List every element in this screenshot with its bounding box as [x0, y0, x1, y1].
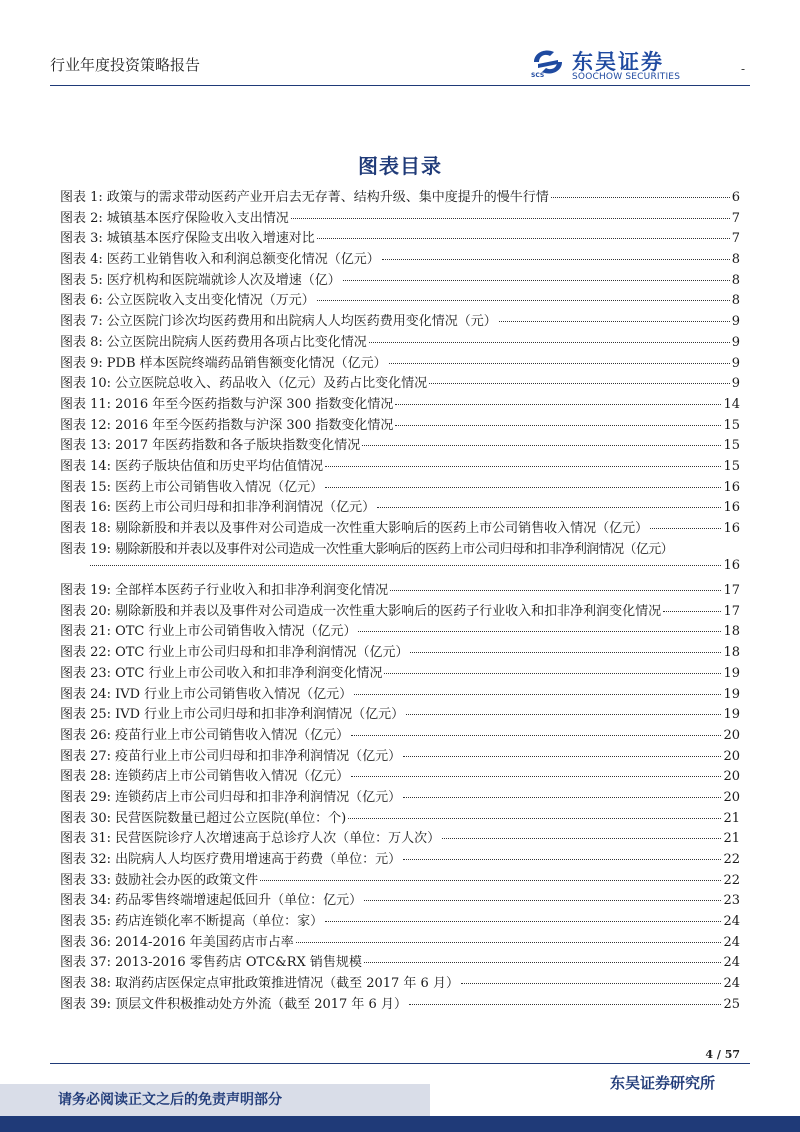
- toc-entry[interactable]: [60, 496, 740, 517]
- brand-name-en: SOOCHOW SECURITIES: [572, 72, 681, 82]
- toc-leader-dots: [499, 320, 730, 322]
- toc-entry-page: 24: [723, 955, 740, 971]
- toc-entry-page: 24: [723, 914, 740, 930]
- toc-entry-number: 图表 30:: [60, 810, 112, 826]
- toc-list: [60, 186, 740, 1014]
- toc-entry-text: 医药工业销售收入和利润总额变化情况（亿元）: [106, 252, 380, 268]
- toc-entry-text: 顶层文件积极推动处方外流（截至 2017 年 6 月）: [115, 996, 407, 1012]
- toc-entry[interactable]: [60, 393, 740, 414]
- toc-leader-dots: [382, 258, 730, 260]
- brand-name-cn: 东吴证券: [572, 50, 664, 74]
- toc-entry-page: 8: [731, 272, 740, 288]
- toc-entry[interactable]: [60, 538, 740, 559]
- toc-entry-page: 9: [731, 314, 740, 330]
- toc-entry-number: 图表 21:: [60, 624, 112, 640]
- toc-leader-dots: [291, 217, 730, 219]
- toc-entry-page: 17: [723, 583, 740, 599]
- toc-leader-dots: [317, 237, 730, 239]
- toc-entry[interactable]: [60, 414, 740, 435]
- toc-entry-continuation[interactable]: [60, 558, 740, 579]
- toc-entry-text: OTC 行业上市公司收入和扣非净利润变化情况: [115, 665, 383, 681]
- toc-entry-page: 16: [723, 558, 740, 574]
- toc-entry-number: 图表 31:: [60, 831, 112, 847]
- toc-entry-number: 图表 24:: [60, 686, 112, 702]
- toc-entry-text: 取消药店医保定点审批政策推进情况（截至 2017 年 6 月）: [115, 976, 459, 992]
- toc-leader-dots: [389, 362, 730, 364]
- toc-entry[interactable]: [60, 869, 740, 890]
- toc-leader-dots: [395, 424, 721, 426]
- footer-divider: [50, 1063, 750, 1064]
- toc-entry-page: 19: [723, 665, 740, 681]
- toc-entry-text: IVD 行业上市公司归母和扣非净利润情况（亿元）: [115, 707, 405, 723]
- toc-leader-dots: [260, 879, 721, 881]
- toc-entry-page: 21: [723, 810, 740, 826]
- toc-leader-dots: [461, 982, 722, 984]
- toc-entry[interactable]: [60, 434, 740, 455]
- toc-entry-number: 图表 29:: [60, 789, 112, 805]
- toc-entry[interactable]: [60, 889, 740, 910]
- toc-entry-number: 图表 22:: [60, 645, 112, 661]
- toc-entry-page: 8: [731, 252, 740, 268]
- toc-leader-dots: [325, 486, 721, 488]
- toc-entry-number: 图表 28:: [60, 769, 112, 785]
- toc-leader-dots: [362, 444, 721, 446]
- toc-entry-number: 图表 9:: [60, 355, 103, 371]
- toc-entry-text: 公立医院总收入、药品收入（亿元）及药占比变化情况: [115, 376, 428, 392]
- toc-leader-dots: [90, 564, 721, 566]
- toc-entry[interactable]: [60, 620, 740, 641]
- toc-entry-text: 民营医院诊疗人次增速高于总诊疗人次（单位：万人次）: [115, 831, 441, 847]
- toc-leader-dots: [403, 858, 721, 860]
- toc-leader-dots: [395, 403, 721, 405]
- toc-entry-page: 25: [723, 996, 740, 1012]
- toc-leader-dots: [410, 651, 721, 653]
- toc-entry[interactable]: [60, 745, 740, 766]
- toc-leader-dots: [351, 734, 721, 736]
- toc-entry[interactable]: [60, 600, 740, 621]
- toc-leader-dots: [369, 341, 730, 343]
- toc-entry[interactable]: [60, 683, 740, 704]
- toc-leader-dots: [358, 630, 721, 632]
- brand-logo: [530, 44, 710, 84]
- toc-entry-number: 图表 7:: [60, 314, 103, 330]
- toc-entry-number: 图表 33:: [60, 872, 112, 888]
- toc-entry-text: 鼓励社会办医的政策文件: [115, 872, 259, 888]
- toc-entry[interactable]: [60, 372, 740, 393]
- toc-leader-dots: [364, 899, 721, 901]
- toc-entry-text: 医药上市公司销售收入情况（亿元）: [115, 479, 324, 495]
- toc-entry-page: 14: [723, 396, 740, 412]
- toc-entry[interactable]: [60, 269, 740, 290]
- toc-entry-number: 图表 37:: [60, 955, 112, 971]
- toc-entry-page: 24: [723, 934, 740, 950]
- toc-entry-text: 2014-2016 年美国药店市占率: [115, 934, 294, 950]
- toc-entry-text: 药品零售终端增速起低回升（单位：亿元）: [115, 893, 363, 909]
- toc-entry-number: 图表 18:: [60, 521, 112, 536]
- toc-entry-text: 2016 年至今医药指数与沪深 300 指数变化情况: [115, 396, 394, 412]
- toc-entry-page: 20: [723, 789, 740, 805]
- toc-entry-text: 药店连锁化率不断提高（单位：家）: [115, 914, 324, 930]
- toc-leader-dots: [650, 527, 721, 529]
- toc-entry-number: 图表 11:: [60, 396, 112, 412]
- toc-entry[interactable]: [60, 827, 740, 848]
- toc-entry-page: 21: [723, 831, 740, 847]
- toc-leader-dots: [442, 837, 721, 839]
- brand-abbr: SCS: [531, 72, 545, 79]
- toc-entry[interactable]: [60, 289, 740, 310]
- toc-entry[interactable]: [60, 455, 740, 476]
- toc-entry[interactable]: [60, 579, 740, 600]
- toc-entry[interactable]: [60, 993, 740, 1014]
- toc-entry-text: 公立医院出院病人医药费用各项占比变化情况: [106, 334, 367, 350]
- toc-entry-number: 图表 32:: [60, 852, 112, 867]
- toc-leader-dots: [390, 589, 721, 591]
- toc-entry-page: 15: [723, 438, 740, 454]
- toc-entry-text: 出院病人人均医疗费用增速高于药费（单位：元）: [115, 852, 402, 867]
- toc-entry-number: 图表 39:: [60, 996, 112, 1012]
- toc-leader-dots: [317, 299, 730, 301]
- toc-entry-page: 19: [723, 707, 740, 723]
- toc-entry-number: 图表 5:: [60, 272, 103, 288]
- report-type-title: 行业年度投资策略报告: [50, 56, 201, 74]
- toc-entry[interactable]: [60, 931, 740, 952]
- toc-entry-number: 图表 19:: [60, 541, 112, 557]
- toc-entry[interactable]: [60, 186, 740, 207]
- toc-entry-text: 公立医院门诊次均医药费用和出院病人人均医药费用变化情况（元）: [106, 314, 497, 330]
- toc-entry-text: PDB 样本医院终端药品销售额变化情况（亿元）: [106, 355, 387, 371]
- toc-entry-number: 图表 10:: [60, 376, 112, 392]
- toc-leader-dots: [409, 1003, 722, 1005]
- toc-entry-text: 医药子版块估值和历史平均估值情况: [115, 458, 324, 474]
- toc-entry-text: 2016 年至今医药指数与沪深 300 指数变化情况: [115, 417, 394, 433]
- toc-entry[interactable]: [60, 951, 740, 972]
- header-dash: -: [741, 62, 746, 76]
- toc-entry[interactable]: [60, 848, 740, 869]
- toc-entry-number: 图表 25:: [60, 707, 112, 723]
- toc-entry[interactable]: [60, 662, 740, 683]
- toc-entry-page: 18: [723, 645, 740, 661]
- toc-entry-text: 连锁药店上市公司销售收入情况（亿元）: [115, 769, 350, 785]
- toc-entry[interactable]: [60, 786, 740, 807]
- toc-entry-text: 疫苗行业上市公司归母和扣非净利润情况（亿元）: [115, 748, 402, 764]
- toc-entry-page: 6: [731, 190, 740, 205]
- toc-entry-page: 15: [723, 458, 740, 474]
- toc-entry[interactable]: [60, 910, 740, 931]
- toc-leader-dots: [351, 775, 721, 777]
- toc-entry-page: 20: [723, 727, 740, 743]
- toc-leader-dots: [403, 755, 721, 757]
- toc-entry[interactable]: [60, 724, 740, 745]
- toc-entry-page: 8: [731, 293, 740, 309]
- toc-entry-text: 城镇基本医疗保险支出收入增速对比: [106, 231, 315, 247]
- toc-entry-text: 连锁药店上市公司归母和扣非净利润情况（亿元）: [115, 789, 402, 805]
- toc-entry-text: 城镇基本医疗保险收入支出情况: [106, 210, 289, 226]
- toc-entry-text: OTC 行业上市公司归母和扣非净利润情况（亿元）: [115, 645, 409, 661]
- toc-entry-page: 9: [731, 355, 740, 371]
- toc-entry-page: 19: [723, 686, 740, 702]
- toc-entry-page: 20: [723, 769, 740, 785]
- toc-entry-page: 7: [731, 231, 740, 247]
- toc-entry-page: 16: [723, 521, 740, 536]
- toc-entry-text: OTC 行业上市公司销售收入情况（亿元）: [115, 624, 357, 640]
- toc-entry-text: 剔除新股和并表以及事件对公司造成一次性重大影响后的医药上市公司销售收入情况（亿元）: [115, 521, 649, 536]
- toc-entry[interactable]: [60, 476, 740, 497]
- toc-leader-dots: [364, 961, 722, 963]
- toc-leader-dots: [325, 465, 721, 467]
- toc-entry-page: 7: [731, 210, 740, 226]
- toc-entry-number: 图表 2:: [60, 210, 103, 226]
- toc-entry[interactable]: [60, 641, 740, 662]
- toc-entry-page: 20: [723, 748, 740, 764]
- toc-leader-dots: [406, 713, 721, 715]
- toc-entry-number: 图表 4:: [60, 252, 103, 268]
- toc-entry-number: 图表 6:: [60, 293, 103, 309]
- toc-entry-number: 图表 38:: [60, 976, 112, 992]
- toc-entry[interactable]: [60, 207, 740, 228]
- toc-entry-text: 公立医院收入支出变化情况（万元）: [106, 293, 315, 309]
- toc-entry[interactable]: [60, 227, 740, 248]
- toc-entry-text: 医疗机构和医院端就诊人次及增速（亿）: [106, 272, 341, 288]
- toc-entry-number: 图表 35:: [60, 914, 112, 930]
- toc-entry-number: 图表 26:: [60, 727, 112, 743]
- toc-entry-text: 民营医院数量已超过公立医院(单位：个): [115, 810, 347, 826]
- toc-leader-dots: [403, 796, 721, 798]
- toc-entry[interactable]: [60, 310, 740, 331]
- toc-entry-number: 图表 34:: [60, 893, 112, 909]
- toc-entry-page: 22: [723, 852, 740, 867]
- toc-leader-dots: [384, 672, 721, 674]
- toc-entry-number: 图表 19:: [60, 583, 112, 599]
- toc-entry[interactable]: [60, 972, 740, 993]
- toc-leader-dots: [663, 610, 721, 612]
- toc-entry-number: 图表 12:: [60, 417, 112, 433]
- toc-entry-text: IVD 行业上市公司销售收入情况（亿元）: [115, 686, 353, 702]
- toc-entry-number: 图表 23:: [60, 665, 112, 681]
- toc-entry[interactable]: [60, 765, 740, 786]
- toc-entry-text: 剔除新股和并表以及事件对公司造成一次性重大影响后的医药子行业收入和扣非净利润变化情况: [115, 603, 662, 619]
- toc-entry-page: 17: [723, 603, 740, 619]
- toc-entry-page: 22: [723, 872, 740, 888]
- toc-entry-page: 9: [731, 334, 740, 350]
- toc-entry-number: 图表 3:: [60, 231, 103, 247]
- toc-entry-number: 图表 1:: [60, 190, 103, 205]
- toc-entry-text: 政策与的需求带动医药产业开启去无存菁、结构升级、集中度提升的慢牛行情: [106, 190, 549, 205]
- toc-leader-dots: [354, 693, 721, 695]
- toc-entry-page: 15: [723, 417, 740, 433]
- toc-entry-number: 图表 14:: [60, 458, 112, 474]
- header-divider: [50, 85, 750, 86]
- institute-name: 东吴证券研究所: [610, 1074, 716, 1092]
- toc-entry-number: 图表 27:: [60, 748, 112, 764]
- toc-leader-dots: [343, 279, 730, 281]
- toc-entry-text: 剔除新股和并表以及事件对公司造成一次性重大影响后的医药上市公司归母和扣非净利润情况（亿元）: [115, 541, 674, 557]
- toc-entry[interactable]: [60, 248, 740, 269]
- toc-entry-number: 图表 20:: [60, 603, 112, 619]
- disclaimer-text: 请务必阅读正文之后的免责声明部分: [58, 1092, 282, 1108]
- toc-entry-page: 16: [723, 479, 740, 495]
- toc-entry-text: 疫苗行业上市公司销售收入情况（亿元）: [115, 727, 350, 743]
- toc-entry-number: 图表 16:: [60, 500, 112, 516]
- toc-leader-dots: [429, 382, 730, 384]
- toc-entry-page: 18: [723, 624, 740, 640]
- toc-entry-number: 图表 36:: [60, 934, 112, 950]
- toc-entry-number: 图表 13:: [60, 438, 112, 454]
- toc-entry[interactable]: [60, 517, 740, 538]
- toc-entry-text: 全部样本医药子行业收入和扣非净利润变化情况: [115, 583, 389, 599]
- toc-entry-page: 23: [723, 893, 740, 909]
- footer-bar: [0, 1116, 800, 1132]
- toc-entry[interactable]: [60, 807, 740, 828]
- toc-entry-page: 16: [723, 500, 740, 516]
- toc-leader-dots: [325, 920, 721, 922]
- toc-entry-text: 2017 年医药指数和各子版块指数变化情况: [115, 438, 361, 454]
- toc-entry-number: 图表 15:: [60, 479, 112, 495]
- page-number: 4 / 57: [705, 1048, 740, 1061]
- toc-leader-dots: [348, 817, 721, 819]
- toc-entry-text: 医药上市公司归母和扣非净利润情况（亿元）: [115, 500, 376, 516]
- toc-entry[interactable]: [60, 352, 740, 373]
- toc-leader-dots: [377, 506, 721, 508]
- toc-entry[interactable]: [60, 331, 740, 352]
- toc-title: 图表目录: [358, 154, 442, 178]
- toc-leader-dots: [296, 941, 722, 943]
- toc-entry-page: 9: [731, 376, 740, 392]
- toc-entry-page: 24: [723, 976, 740, 992]
- toc-entry-number: 图表 8:: [60, 334, 103, 350]
- toc-entry[interactable]: [60, 703, 740, 724]
- toc-entry-text: 2013-2016 零售药店 OTC&RX 销售规模: [115, 955, 362, 971]
- toc-leader-dots: [551, 196, 730, 198]
